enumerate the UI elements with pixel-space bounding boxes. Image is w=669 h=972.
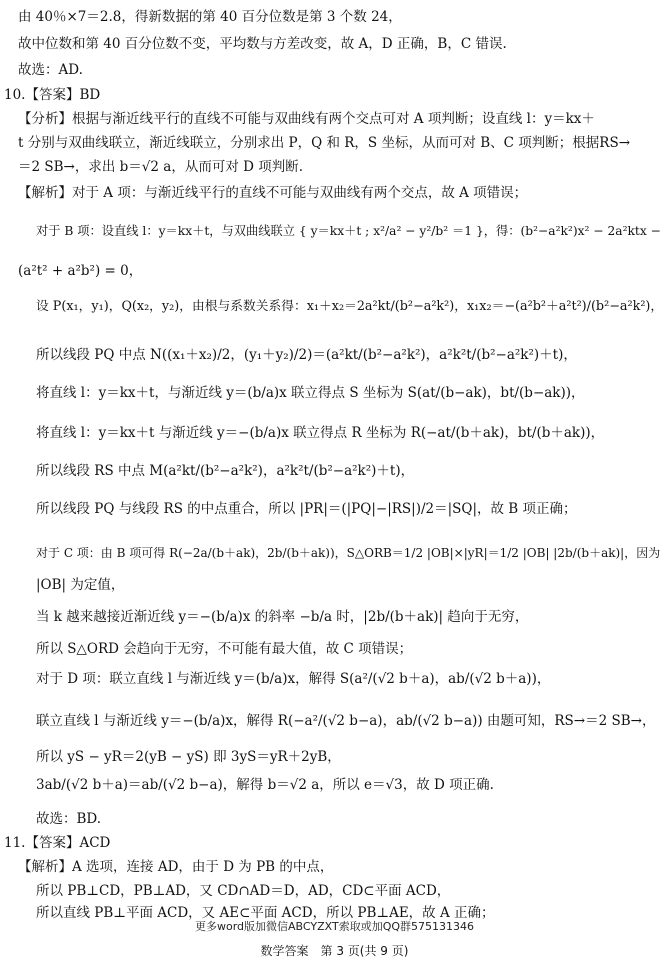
text-line: t 分别与双曲线联立，渐近线联立，分别求出 P，Q 和 R，S 坐标，从而可对 B、C 项判断；根据RS→ (18, 135, 631, 151)
text-line: 【分析】根据与渐近线平行的直线不可能与双曲线有两个交点可对 A 项判断；设直线 l：y＝kx＋ (18, 111, 595, 127)
text-line: 所以 yS − yR＝2(yB − yS) 即 3yS＝yR＋2yB， (36, 749, 341, 765)
text-line: 对于 D 项：联立直线 l 与渐近线 y＝(b/a)x，解得 S(a²/(√2 b＋a)，ab/(√2 b＋a))， (36, 671, 551, 687)
text-line: 将直线 l：y＝kx＋t，与渐近线 y＝(b/a)x 联立得点 S 坐标为 S(at/(b−ak)，bt/(b−ak))， (36, 385, 585, 401)
text-line: 故选：AD. (18, 62, 83, 78)
text-line: 所以直线 PB⊥平面 ACD，又 AE⊂平面 ACD，所以 PB⊥AE，故 A 正确； (36, 905, 495, 921)
text-line: 所以 PB⊥CD，PB⊥AD，又 CD∩AD＝D，AD，CD⊂平面 ACD， (36, 883, 451, 899)
text-line: 将直线 l：y＝kx＋t 与渐近线 y＝−(b/a)x 联立得点 R 坐标为 R(−at/(b＋ak)，bt/(b＋ak))， (36, 425, 605, 441)
text-line: 设 P(x₁，y₁)，Q(x₂，y₂)，由根与系数关系得：x₁＋x₂＝2a²kt/(b²−a²k²)，x₁x₂＝−(a²b²＋a²t²)/(b²−a²k²)， (36, 299, 664, 314)
text-line: 所以 S△ORD 会趋向于无穷，不可能有最大值，故 C 项错误； (36, 641, 413, 657)
text-line: 故选：BD. (36, 811, 102, 827)
text-line: 对于 C 项：由 B 项可得 R(−2a/(b＋ak)，2b/(b＋ak))，S△ORB＝1/2 |OB|×|yR|＝1/2 |OB| |2b/(b＋ak)|，因为 (36, 546, 661, 560)
text-line: 当 k 越来越接近渐近线 y＝−(b/a)x 的斜率 −b/a 时，|2b/(b＋ak)| 趋向于无穷， (36, 609, 529, 625)
text-line: 故中位数和第 40 百分位数不变，平均数与方差改变，故 A，D 正确，B，C 错误. (18, 36, 507, 52)
text-line: (a²t² + a²b²) = 0， (18, 263, 143, 279)
text-line: ＝2 SB→，求出 b＝√2 a，从而可对 D 项判断. (18, 159, 304, 175)
text-line: 对于 B 项：设直线 l：y＝kx＋t，与双曲线联立 { y＝kx＋t ; x²/a² − y²/b² ＝1 }，得：(b²−a²k²)x² − 2a²ktx − (36, 224, 661, 238)
answer-heading: 11.【答案】ACD (4, 835, 111, 851)
page-footer: 数学答案 第 3 页(共 9 页) (260, 944, 409, 958)
footer-note: 更多word版加微信ABCYZXT索取或加QQ群575131346 (194, 920, 475, 933)
text-line: 由 40％×7＝2.8，得新数据的第 40 百分位数是第 3 个数 24， (18, 9, 402, 25)
text-line: |OB| 为定值， (36, 577, 125, 593)
text-line: 【解析】A 选项，连接 AD，由于 D 为 PB 的中点， (18, 859, 334, 875)
text-line: 所以线段 PQ 与线段 RS 的中点重合，所以 |PR|＝(|PQ|−|RS|)/2＝|SQ|，故 B 项正确； (36, 501, 577, 517)
answer-heading: 10.【答案】BD (4, 87, 101, 103)
text-line: 所以线段 PQ 中点 N((x₁＋x₂)/2，(y₁＋y₂)/2)＝(a²kt/(b²−a²k²)，a²k²t/(b²−a²k²)＋t)， (36, 347, 577, 363)
text-line: 【解析】对于 A 项：与渐近线平行的直线不可能与双曲线有两个交点，故 A 项错误； (18, 185, 528, 201)
text-line: 联立直线 l 与渐近线 y＝−(b/a)x，解得 R(−a²/(√2 b−a)，ab/(√2 b−a)) 由题可知，RS→＝2 SB→， (36, 713, 656, 729)
text-line: 3ab/(√2 b＋a)＝ab/(√2 b−a)，解得 b＝√2 a，所以 e＝√3，故 D 项正确. (36, 777, 494, 793)
text-line: 所以线段 RS 中点 M(a²kt/(b²−a²k²)，a²k²t/(b²−a²k²)＋t)， (36, 463, 415, 479)
